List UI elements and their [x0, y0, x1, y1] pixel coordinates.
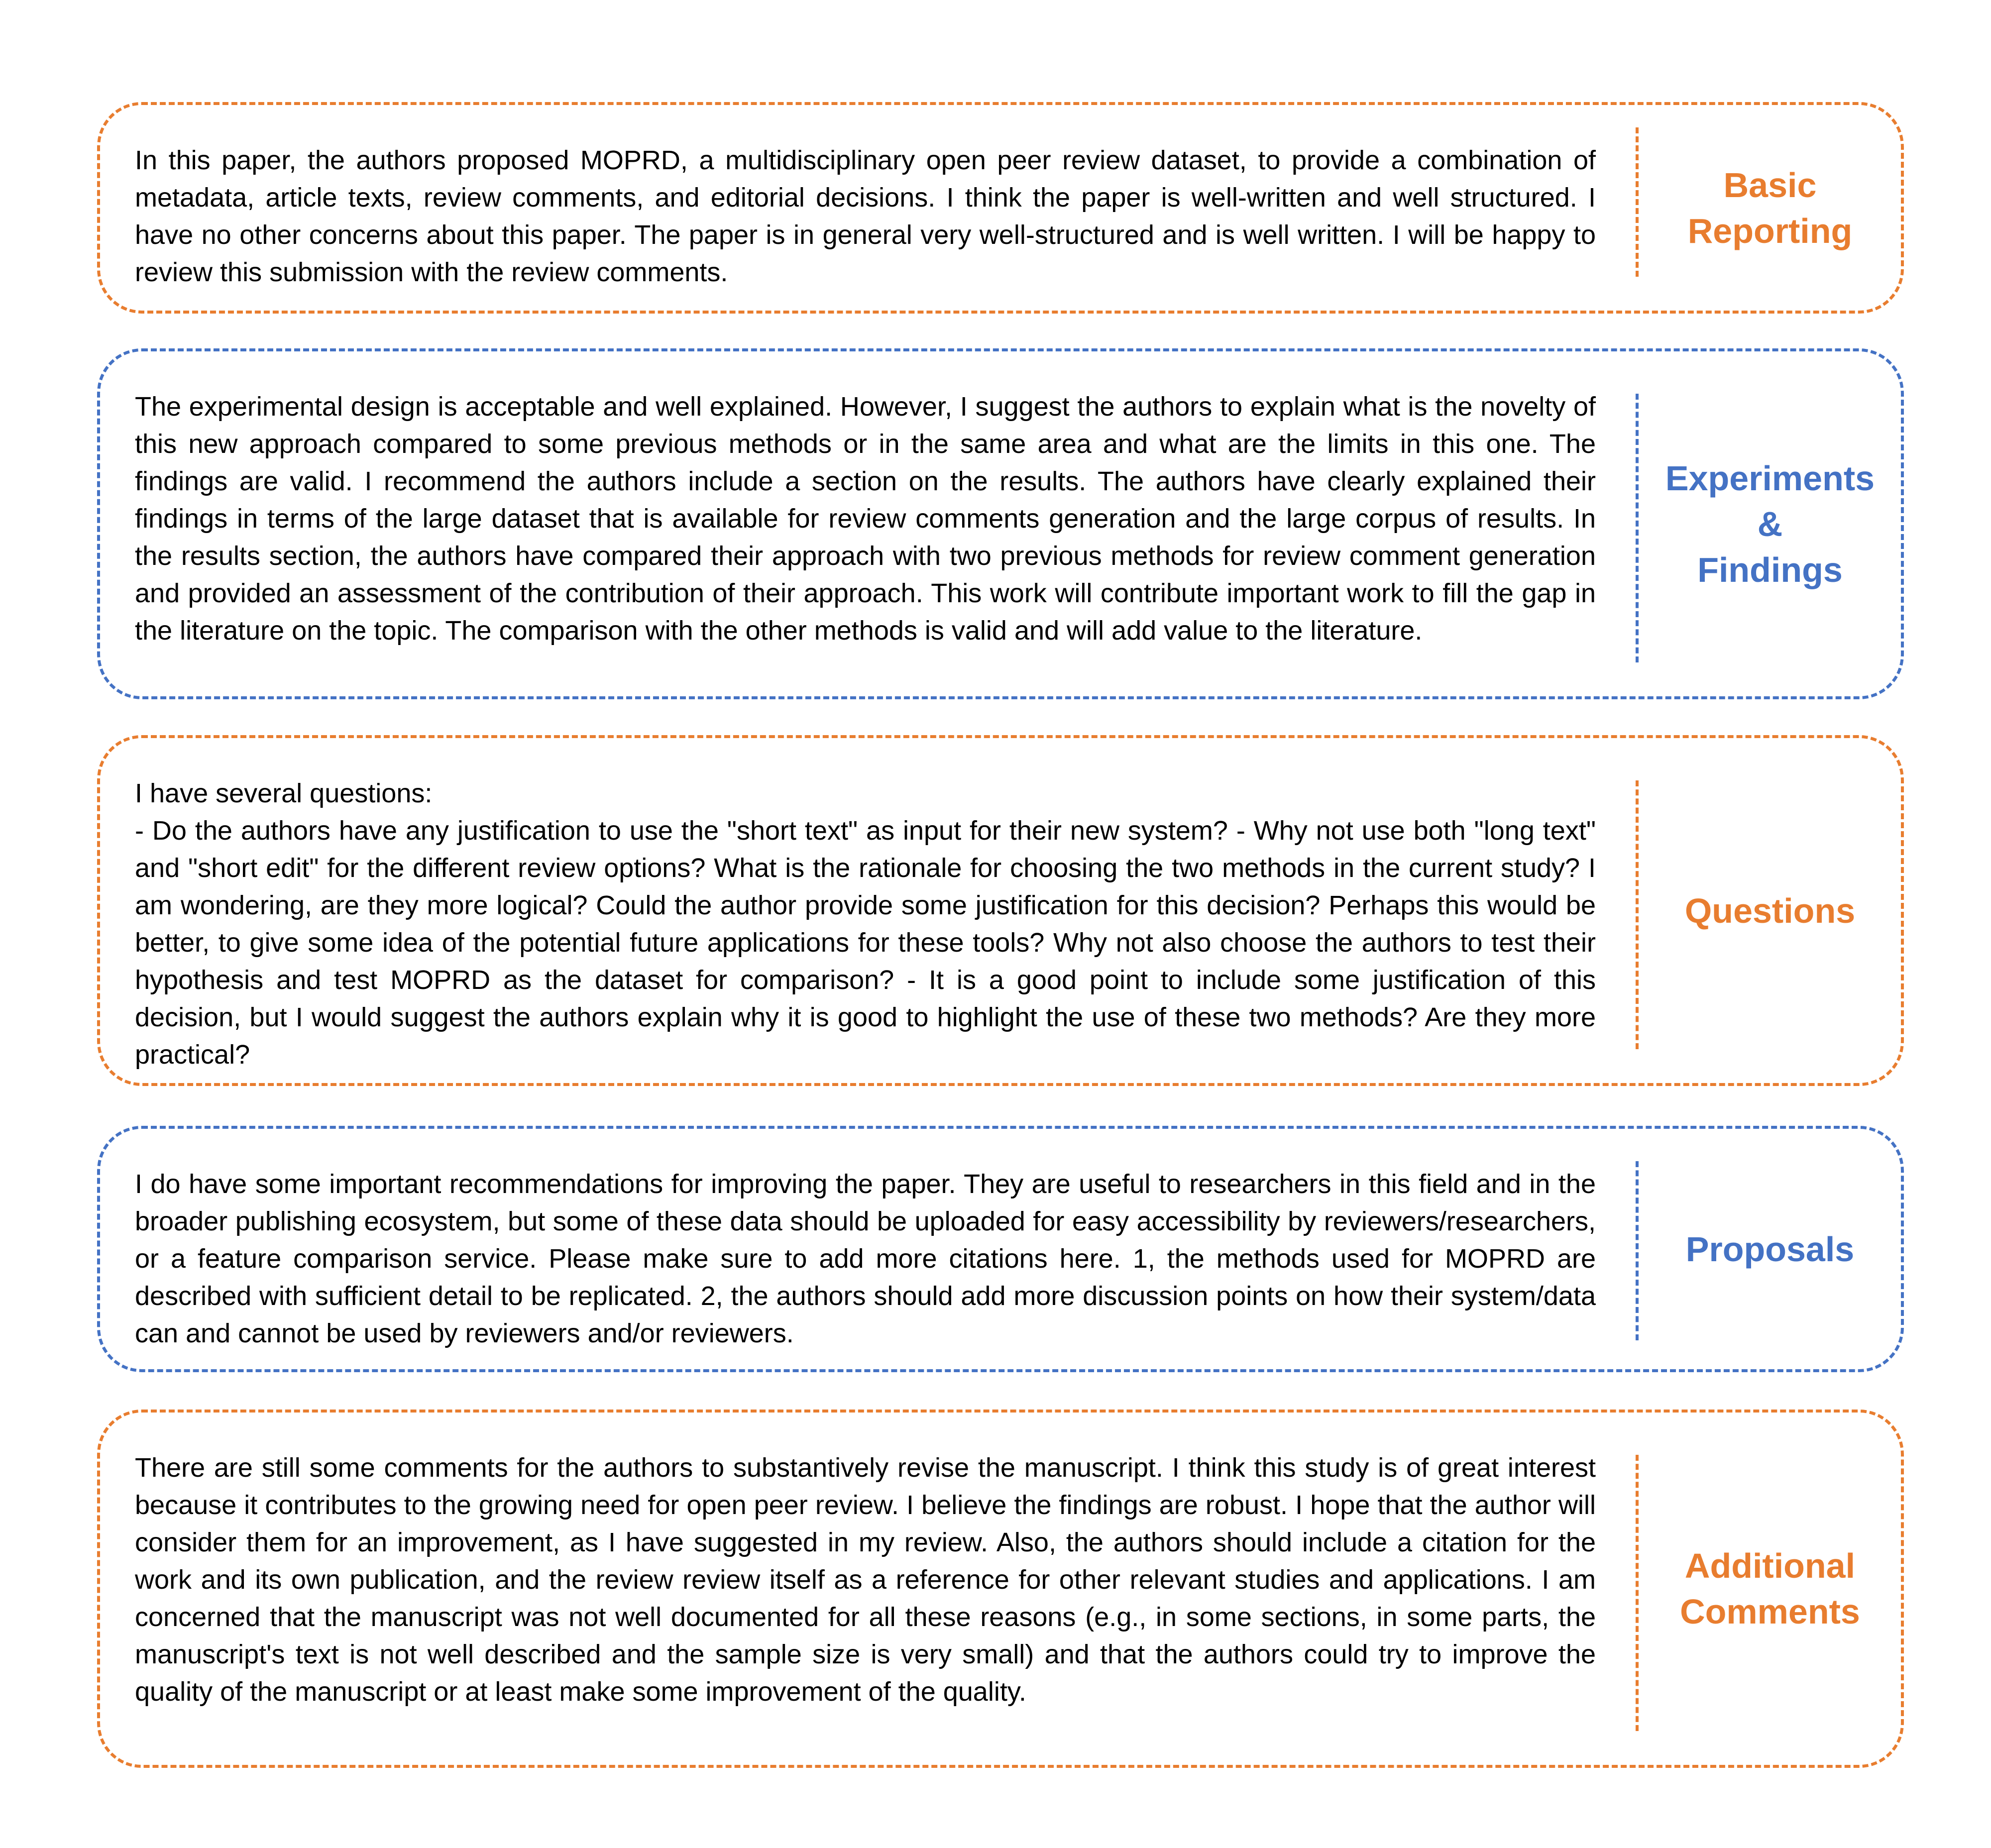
review-panel-questions	[97, 735, 1904, 1086]
panel-divider	[1636, 1455, 1639, 1731]
panel-text: I have several questions: - Do the authors have any justification to use the "short text" as input for their new system? - Why not use both "long text" and "short edit" for the different review options? What is the rationale for choosing the two methods in the current study? I am wondering, are they more logical? Could the author provide some justification for this decision? Perhaps this would be better, to give some idea of the potential future applications for these tools? Why not also choose the authors to test their hypothesis and test MOPRD as the dataset for comparison? - It is a good point to include some justification of this decision, but I would suggest the authors explain why it is good to highlight the use of these two methods? Are they more practical?	[135, 778, 1596, 1070]
panel-text: The experimental design is acceptable and well explained. However, I suggest the authors to explain what is the novelty of this new approach compared to some previous methods or in the same area and what are the limits in this one. The findings are valid. I recommend the authors include a section on the results. The authors have clearly explained their findings in terms of the large dataset that is available for review comments generation and the large corpus of results. In the results section, the authors have compared their approach with two previous methods for review comment generation and provided an assessment of the contribution of their approach. This work will contribute important work to fill the gap in the literature on the topic. The comparison with the other methods is valid and will add value to the literature.	[135, 392, 1596, 646]
review-panel-proposals	[97, 1126, 1904, 1372]
panel-label: Additional Comments	[1680, 1546, 1860, 1631]
panel-text: I do have some important recommendations for improving the paper. They are useful to researchers in this field and in the broader publishing ecosystem, but some of these data should be uploaded for easy accessibility by reviewers/researchers, or a feature comparison service. Please make sure to add more citations here. 1, the methods used for MOPRD are described with sufficient detail to be replicated. 2, the authors should add more discussion points on how their system/data can and cannot be used by reviewers and/or reviewers.	[135, 1169, 1596, 1348]
review-panel-basic-reporting	[97, 102, 1904, 314]
panel-divider	[1636, 394, 1639, 662]
panel-label: Questions	[1684, 891, 1856, 930]
panel-text: There are still some comments for the authors to substantively revise the manuscript. I think this study is of great interest because it contributes to the growing need for open peer review. I believe the findings are robust. I hope that the author will consider them for an improvement, as I have suggested in my review. Also, the authors should include a citation for the work and its own publication, and the review review itself as a reference for other relevant studies and applications. I am concerned that the manuscript was not well documented for all these reasons (e.g., in some sections, in some parts, the manuscript's text is not well described and the sample size is very small) and that the authors could try to improve the quality of the manuscript or at least make some improvement of the quality.	[135, 1453, 1596, 1707]
panel-divider	[1636, 127, 1639, 277]
review-panel-additional-comments	[97, 1410, 1904, 1768]
review-panel-experiments-findings	[97, 348, 1904, 699]
panel-divider	[1636, 1161, 1639, 1340]
panel-divider	[1636, 780, 1639, 1049]
panel-label: Proposals	[1685, 1229, 1855, 1269]
panel-label: Experiments & Findings	[1665, 458, 1875, 589]
panel-text: In this paper, the authors proposed MOPRD, a multidisciplinary open peer review dataset, to provide a combination of metadata, article texts, review comments, and editorial decisions. I think the paper is well-written and well structured. I have no other concerns about this paper. The paper is in general very well-structured and is well written. I will be happy to review this submission with the review comments.	[135, 145, 1596, 287]
panel-label: Basic Reporting	[1687, 165, 1853, 250]
